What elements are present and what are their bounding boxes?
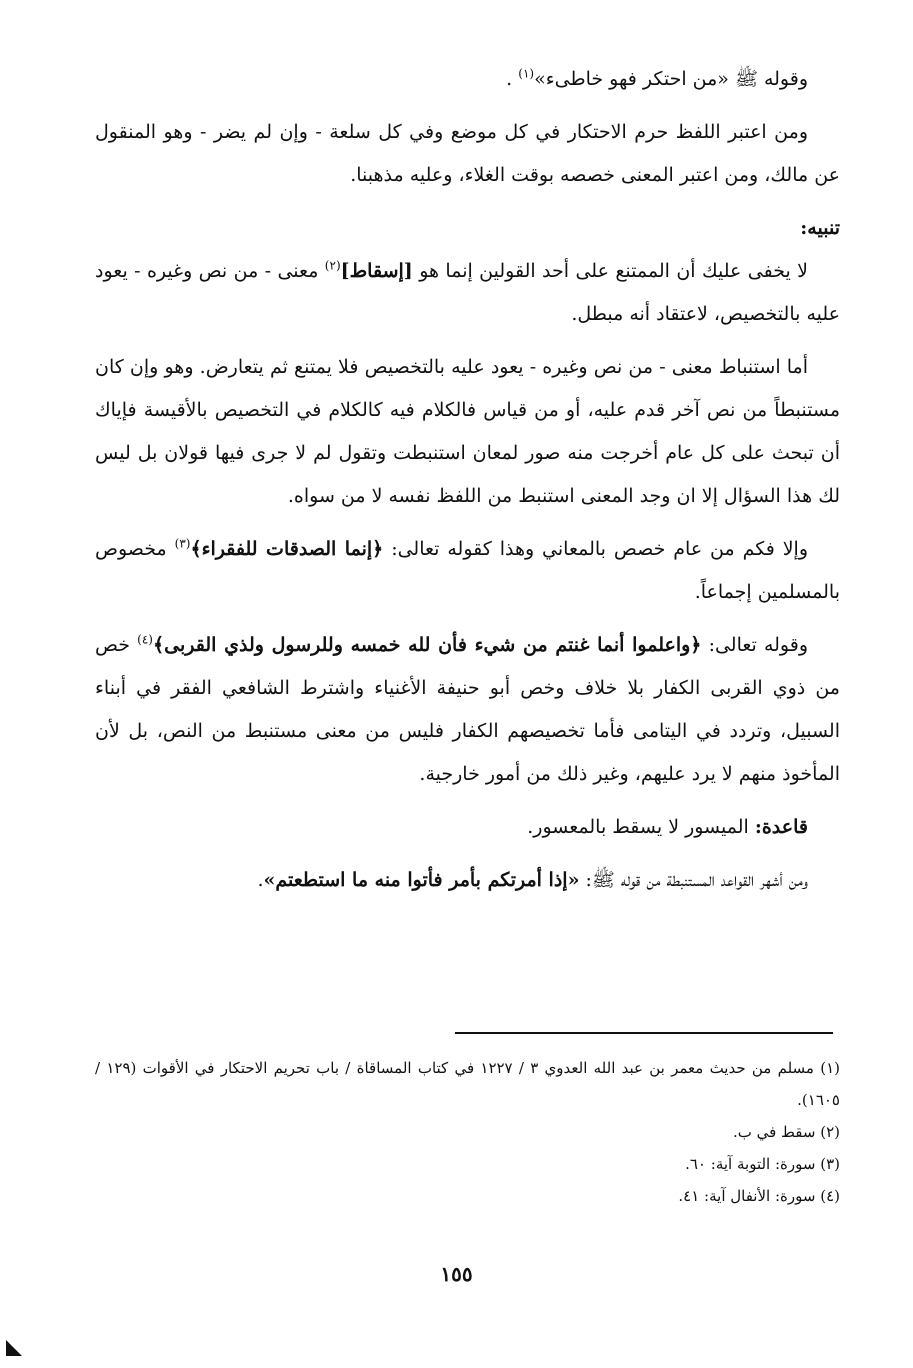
qaida-label: قاعدة:: [754, 816, 808, 838]
tanbih-text-after: معنى - من نص وغيره - يعود عليه بالتخصيص، لاعتقاد أنه مبطل.: [95, 260, 840, 325]
heading-tanbih: تنبيه:: [800, 217, 840, 239]
footnote-ref-4: (٤): [137, 632, 153, 647]
paragraph-qaida: [95, 806, 840, 849]
tanbih-text-before: لا يخفى عليك أن الممتنع على أحد القولين إنما هو: [419, 260, 808, 282]
qaida-text: الميسور لا يسقط بالمعسور.: [527, 816, 749, 838]
footnote-ref-3: (٣): [174, 536, 191, 551]
footnotes: [95, 1052, 840, 1212]
sentence-end: .: [506, 68, 513, 90]
sadaqat-text-before: وإلا فكم من عام خصص بالمعاني وهذا كقوله تعالى:: [391, 538, 809, 560]
amr-text-before: ومن أشهر القواعد المستنبطة من قوله ﷺ:: [585, 869, 808, 891]
paragraph-sadaqat: [95, 528, 840, 614]
main-text: [95, 58, 840, 912]
footnote-2: (٢) سقط في ب.: [732, 1123, 840, 1141]
sentence-end: .: [257, 869, 264, 891]
paragraph-tanbih: [95, 250, 840, 336]
paragraph-ghanima: [95, 624, 840, 796]
paragraph-lafz: ومن اعتبر اللفظ حرم الاحتكار في كل موضع وفي كل سلعة - وإن لم يضر - وهو المنقول عن مالك، ومن اعتبر المعنى خصصه بوقت الغلاء، وعليه مذهبنا.: [95, 121, 840, 186]
quran-verse-sadaqat: ﴿إنما الصدقات للفقراء﴾: [190, 538, 384, 560]
footnote-separator: [455, 1032, 833, 1034]
ghanima-text-after: خص من ذوي القربى الكفار بلا خلاف وخص أبو حنيفة الأغنياء واشترط الشافعي الفقر في أبناء السبيل، وتردد في اليتامى فأما تخصيصهم الكفار فليس من معنى مستنبط من النص، بل لأن المأخوذ منهم لا يرد عليهم، وغير ذلك من أمور خارجية.: [95, 634, 840, 785]
footnote-4: (٤) سورة: الأنفال آية: ٤١.: [678, 1187, 840, 1205]
footnote-ref-2: (٢): [324, 258, 341, 273]
quran-verse-ghanima: ﴿واعلموا أنما غنتم من شيء فأن لله خمسه وللرسول ولذي القربى﴾: [152, 634, 702, 656]
footnote-1: (١) مسلم من حديث معمر بن عبد الله العدوي ٣ / ١٢٢٧ في كتاب المساقاة / باب تحريم الاحتكار في الأقوات (١٢٩ / ١٦٠٥).: [95, 1059, 840, 1109]
paragraph-hadith-amr: [95, 859, 840, 902]
hadith-text: وقوله ﷺ «من احتكر فهو خاطىء»: [534, 68, 808, 90]
corner-triangle-icon: [6, 1340, 22, 1356]
footnote-ref-1: (١): [518, 66, 535, 81]
sadaqat-text-after: مخصوص بالمسلمين إجماعاً.: [95, 538, 840, 603]
hadith-amr: «إذا أمرتكم بأمر فأتوا منه ما استطعتم»: [263, 869, 580, 891]
footnote-3: (٣) سورة: التوبة آية: ٦٠.: [685, 1155, 840, 1173]
ghanima-text-before: وقوله تعالى:: [708, 634, 809, 656]
paragraph-istinbat: أما استنباط معنى - من نص وغيره - يعود عليه بالتخصيص فلا يمتنع ثم يتعارض. وهو وإن كان مستنبطاً من نص آخر قدم عليه، أو من قياس فالكلام فيه كالكلام في التخصيص بالأقيسة فإياك أن تبحث على كل عام أخرجت منه صور لمعان استنبطت وتقول لم لا جرى فيها قولان بل ليس لك هذا السؤال إلا ان وجد المعنى استنبط من اللفظ نفسه لا من سواه.: [95, 356, 840, 507]
page-number: ١٥٥: [440, 1262, 473, 1286]
bracketed-insertion: [إسقاط]: [340, 260, 413, 282]
paragraph-hadith-ihtikar: [95, 58, 840, 101]
